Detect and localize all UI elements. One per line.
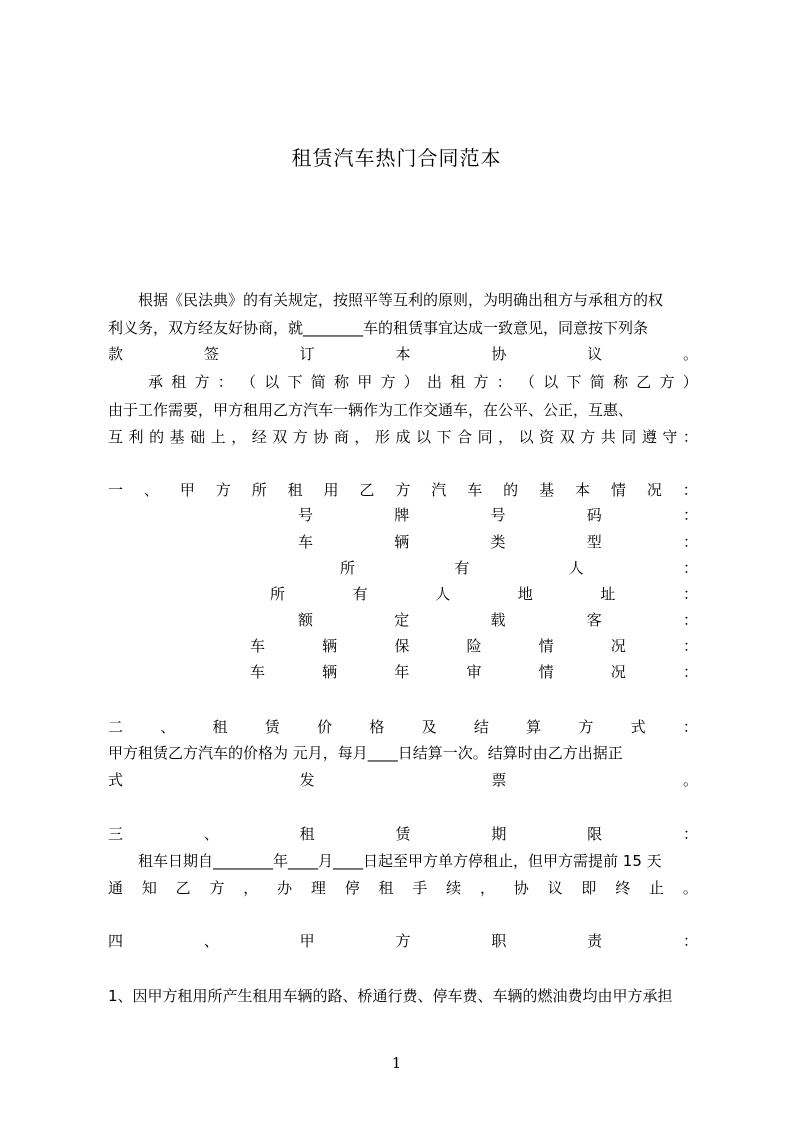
field-rated-passengers — [298, 608, 698, 632]
page-number: 1 — [391, 1054, 402, 1072]
section3-line-2-text: 通 知 乙 方 ， 办 理 停 租 手 续 ， 协 议 即 终 止 。 — [108, 879, 698, 897]
section1-heading-text: 一 、 甲 方 所 租 用 乙 方 汽 车 的 基 本 情 况 ： — [108, 481, 698, 499]
intro-line-2: 利义务，双方经友好协商，就________车的租赁事宜达成一致意见，同意按下列条 — [108, 319, 649, 337]
field-plate-number-text: 号 牌 号 码 ： — [298, 506, 698, 524]
section3-heading — [108, 822, 698, 846]
field-owner — [340, 556, 698, 580]
intro-line-3 — [108, 342, 698, 366]
field-rated-passengers-text: 额 定 载 客 ： — [298, 611, 698, 629]
section2-heading-text: 二 、 租 赁 价 格 及 结 算 方 式 ： — [108, 718, 698, 736]
parties-line-2: 由于工作需要，甲方租用乙方汽车一辆作为工作交通车，在公平、公正，互惠、 — [108, 401, 634, 419]
parties-line-3 — [108, 425, 698, 449]
section3-line-1: 租车日期自________年____月____日起至甲方单方停租止，但甲方需提前 15 天 — [138, 852, 662, 870]
field-insurance-status — [250, 634, 698, 658]
field-insurance-status-text: 车 辆 保 险 情 况 ： — [250, 637, 698, 655]
field-plate-number — [298, 503, 698, 527]
section3-heading-text: 三 、 租 赁 期 限 ： — [108, 825, 698, 843]
section4-heading — [108, 929, 698, 953]
parties-line-3-text: 互 利 的 基 础 上 ， 经 双 方 协 商 ， 形 成 以 下 合 同 ， 以 资 双 方 共 同 遵 守 ： — [108, 428, 698, 446]
parties-line-1-text: 承 租 方 ： （ 以 下 简 称 甲 方 ） 出 租 方 ： （ 以 下 简 称 乙 方 ） — [148, 373, 698, 391]
field-annual-inspection — [250, 660, 698, 684]
section2-line-2 — [108, 768, 698, 792]
field-vehicle-type-text: 车 辆 类 型 ： — [298, 533, 698, 551]
section2-line-1: 甲方租赁乙方汽车的价格为 元月，每月____日结算一次。结算时由乙方出据正 — [108, 744, 623, 762]
field-owner-address — [270, 582, 698, 606]
field-annual-inspection-text: 车 辆 年 审 情 况 ： — [250, 663, 698, 681]
intro-line-1: 根据《民法典》的有关规定，按照平等互利的原则，为明确出租方与承租方的权 — [138, 291, 664, 309]
section4-item-1: 1、因甲方租用所产生租用车辆的路、桥通行费、停车费、车辆的燃油费均由甲方承担 — [108, 987, 673, 1005]
intro-line-3-text: 款 签 订 本 协 议 。 — [108, 345, 698, 363]
section4-heading-text: 四 、 甲 方 职 责 ： — [108, 932, 698, 950]
field-owner-address-text: 所 有 人 地 址 ： — [270, 585, 698, 603]
section2-line-2-text: 式 发 票 。 — [108, 771, 698, 789]
section2-heading — [108, 715, 698, 739]
section3-line-2 — [108, 876, 698, 900]
section1-heading — [108, 478, 698, 502]
field-vehicle-type — [298, 530, 698, 554]
document-title: 租赁汽车热门合同范本 — [291, 146, 502, 170]
field-owner-text: 所 有 人 ： — [340, 559, 698, 577]
parties-line-1 — [148, 370, 698, 394]
